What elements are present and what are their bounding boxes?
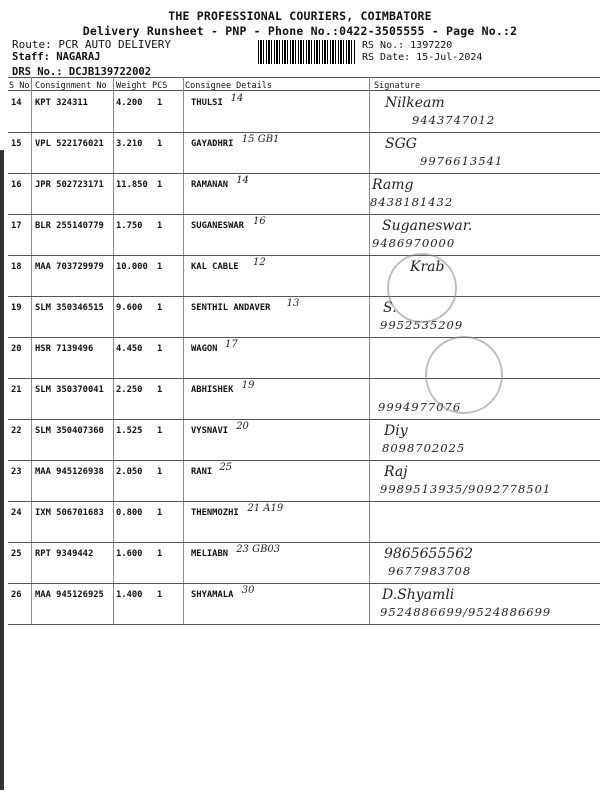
runsheet-subtitle: Delivery Runsheet - PNP - Phone No.:0422-3505555 - Page No.:2 (82, 24, 518, 38)
row-handwritten-note: 14 (230, 93, 244, 104)
row-phone: 8438181432 (370, 195, 454, 209)
row-sno: 16 (11, 180, 22, 190)
row-signature: Diy (384, 423, 408, 439)
row-sno: 14 (11, 98, 22, 108)
col-header-signature: Signature (374, 81, 421, 91)
header-top-rule (8, 77, 600, 78)
row-rule (8, 460, 600, 461)
delivery-stamp (387, 253, 457, 323)
row-pcs: 1 (157, 426, 163, 436)
row-handwritten-note: 30 (241, 585, 255, 596)
row-consignee: RANI (191, 467, 213, 477)
row-pcs: 1 (157, 590, 163, 600)
row-consignment-no: IXM 506701683 (35, 508, 104, 518)
row-handwritten-note: 17 (225, 339, 238, 350)
row-signature: Raj (384, 464, 408, 480)
rs-date: RS Date: 15-Jul-2024 (362, 52, 483, 63)
row-pcs: 1 (157, 549, 163, 559)
row-rule (8, 296, 600, 297)
row-pcs: 1 (157, 385, 163, 395)
row-signature: Krab (410, 259, 445, 275)
row-handwritten-note: 14 (236, 175, 249, 186)
col-header-weight: Weight (116, 81, 147, 91)
row-consignee: THULSI (191, 98, 223, 108)
row-weight: 0.800 (116, 508, 143, 518)
row-consignment-no: JPR 502723171 (35, 180, 104, 190)
row-weight: 2.250 (116, 385, 143, 395)
row-consignment-no: KPT 324311 (35, 98, 88, 108)
row-consignee: GAYADHRI (191, 139, 234, 149)
row-handwritten-note: 19 (241, 380, 255, 391)
row-pcs: 1 (157, 508, 163, 518)
row-handwritten-note: 12 (253, 257, 266, 268)
row-handwritten-note: 21 A19 (247, 503, 284, 514)
row-rule (8, 173, 600, 174)
row-sno: 15 (11, 139, 22, 149)
row-consignee: KAL CABLE (191, 262, 239, 272)
row-consignee: THENMOZHI (191, 508, 239, 518)
row-signature: 9865655562 (384, 546, 474, 562)
row-signature: Nilkeam (385, 95, 445, 111)
row-weight: 4.200 (116, 98, 143, 108)
route-label: Route: PCR AUTO DELIVERY (12, 38, 171, 51)
row-consignee: RAMANAN (191, 180, 229, 190)
row-consignment-no: SLM 350346515 (35, 303, 104, 313)
row-consignee: SENTHIL ANDAVER (191, 303, 271, 313)
row-pcs: 1 (157, 467, 163, 477)
row-consignment-no: SLM 350370041 (35, 385, 104, 395)
row-consignee: WAGON (191, 344, 218, 354)
row-consignment-no: SLM 350407360 (35, 426, 104, 436)
row-consignment-no: MAA 945126925 (35, 590, 104, 600)
row-rule (8, 583, 600, 584)
row-rule (8, 132, 600, 133)
row-phone: 9443747012 (412, 113, 496, 127)
row-pcs: 1 (157, 344, 163, 354)
row-consignee: SUGANESWAR (191, 221, 244, 231)
row-consignee: ABHISHEK (191, 385, 234, 395)
row-pcs: 1 (157, 262, 163, 272)
drs-number: DRS No.: DCJB139722002 (12, 66, 152, 78)
row-phone: 9524886699/9524886699 (380, 605, 552, 619)
row-handwritten-note: 25 (219, 462, 233, 473)
row-sno: 22 (11, 426, 22, 436)
delivery-stamp (425, 336, 503, 414)
row-sno: 24 (11, 508, 22, 518)
row-phone: 9976613541 (420, 154, 504, 168)
row-rule (8, 624, 600, 625)
row-pcs: 1 (157, 139, 163, 149)
row-handwritten-note: 13 (286, 298, 300, 309)
row-sno: 19 (11, 303, 22, 313)
row-rule (8, 337, 600, 338)
row-rule (8, 501, 600, 502)
row-sno: 25 (11, 549, 22, 559)
col-header-pcs: PCS (152, 81, 168, 91)
row-consignee: SHYAMALA (191, 590, 234, 600)
row-phone: 9989513935/9092778501 (380, 482, 552, 496)
row-weight: 9.600 (116, 303, 143, 313)
row-pcs: 1 (157, 221, 163, 231)
row-consignment-no: BLR 255140779 (35, 221, 104, 231)
barcode-image (258, 40, 356, 64)
row-signature: Ramg (372, 177, 414, 193)
row-consignee: MELIABN (191, 549, 229, 559)
row-pcs: 1 (157, 98, 163, 108)
row-weight: 3.210 (116, 139, 143, 149)
row-signature: S. (383, 300, 397, 316)
row-consignment-no: VPL 522176021 (35, 139, 104, 149)
row-signature: D.Shyamli (382, 587, 455, 603)
row-pcs: 1 (157, 303, 163, 313)
row-weight: 2.050 (116, 467, 143, 477)
row-consignee: VYSNAVI (191, 426, 229, 436)
row-weight: 1.750 (116, 221, 143, 231)
row-rule (8, 542, 600, 543)
row-handwritten-note: 20 (236, 421, 249, 432)
row-sno: 23 (11, 467, 22, 477)
row-rule (8, 419, 600, 420)
row-sno: 18 (11, 262, 22, 272)
row-sno: 26 (11, 590, 22, 600)
row-weight: 4.450 (116, 344, 143, 354)
row-handwritten-note: 15 GB1 (241, 134, 280, 145)
row-weight: 11.850 (116, 180, 148, 190)
col-header-consignee: Consignee Details (185, 81, 272, 91)
row-pcs: 1 (157, 180, 163, 190)
row-handwritten-note: 23 GB03 (236, 544, 281, 555)
row-weight: 1.600 (116, 549, 143, 559)
row-sno: 17 (11, 221, 22, 231)
row-signature: Suganeswar. (382, 218, 473, 234)
rs-number: RS No.: 1397220 (362, 40, 453, 51)
row-phone: 9486970000 (372, 236, 456, 250)
row-phone: 9952535209 (380, 318, 464, 332)
col-header-consignment: Consignment No (35, 81, 107, 91)
row-consignment-no: HSR 7139496 (35, 344, 94, 354)
row-signature: SGG (385, 136, 417, 152)
row-phone: 8098702025 (382, 441, 466, 455)
row-consignment-no: RPT 9349442 (35, 549, 94, 559)
row-rule (8, 378, 600, 379)
row-sno: 20 (11, 344, 22, 354)
row-sno: 21 (11, 385, 22, 395)
col-header-sno: S No (9, 81, 30, 91)
row-weight: 1.400 (116, 590, 143, 600)
row-consignment-no: MAA 945126938 (35, 467, 104, 477)
row-handwritten-note: 16 (253, 216, 266, 227)
company-title: THE PROFESSIONAL COURIERS, COIMBATORE (168, 9, 432, 23)
row-phone: 9677983708 (388, 564, 472, 578)
row-rule (8, 255, 600, 256)
row-consignment-no: MAA 703729979 (35, 262, 104, 272)
scan-edge-mark (0, 150, 4, 790)
row-rule (8, 214, 600, 215)
row-weight: 1.525 (116, 426, 143, 436)
staff-label: Staff: NAGARAJ (12, 51, 101, 63)
row-weight: 10.000 (116, 262, 148, 272)
row-phone: 9994977076 (378, 400, 462, 414)
